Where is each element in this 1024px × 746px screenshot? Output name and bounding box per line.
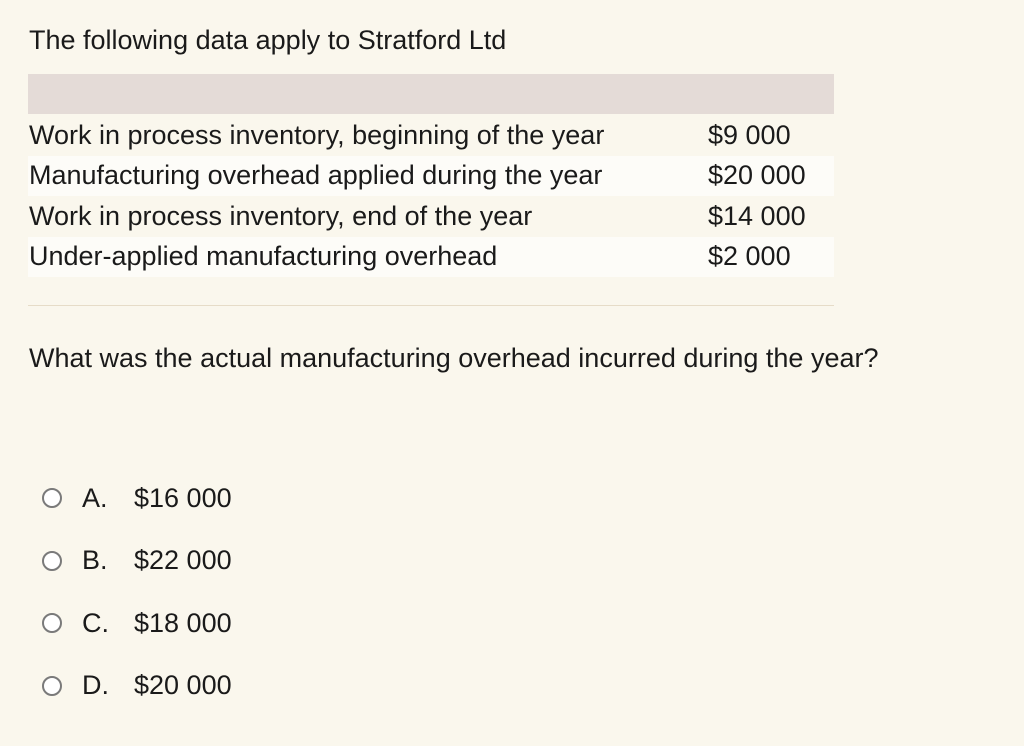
option-b[interactable]: [42, 541, 232, 581]
option-letter: A.: [82, 482, 108, 513]
row-value: $9 000: [708, 119, 791, 150]
option-letter: D.: [82, 670, 109, 700]
option-c[interactable]: [42, 603, 232, 643]
radio-button-icon[interactable]: [42, 676, 62, 696]
radio-button-icon[interactable]: [42, 551, 62, 571]
row-label: Work in process inventory, beginning of the year: [29, 119, 605, 150]
option-letter: B.: [82, 545, 108, 575]
row-label: Work in process inventory, end of the year: [29, 200, 533, 231]
table-row: [28, 237, 834, 278]
radio-button-icon[interactable]: [42, 488, 62, 508]
option-a[interactable]: [42, 478, 232, 518]
option-value: $18 000: [134, 607, 232, 638]
option-value: $22 000: [134, 545, 232, 575]
table-row: [28, 156, 834, 197]
intro-text: The following data apply to Stratford Ltd: [29, 25, 507, 55]
row-value: $2 000: [708, 241, 791, 272]
table-row: [28, 115, 834, 156]
divider: [28, 305, 834, 306]
answer-options: [42, 478, 232, 728]
option-value: $16 000: [134, 482, 232, 513]
row-label: Manufacturing overhead applied during the year: [29, 160, 603, 191]
option-value: $20 000: [134, 670, 232, 700]
option-d[interactable]: [42, 666, 232, 706]
row-value: $14 000: [708, 200, 806, 231]
radio-button-icon[interactable]: [42, 613, 62, 633]
question-text: What was the actual manufacturing overhead incurred during the year?: [29, 343, 879, 373]
data-table: [28, 115, 834, 277]
table-header-bar: [28, 74, 834, 114]
table-row: [28, 196, 834, 237]
row-label: Under-applied manufacturing overhead: [29, 241, 498, 272]
row-value: $20 000: [708, 160, 806, 191]
option-letter: C.: [82, 607, 109, 638]
